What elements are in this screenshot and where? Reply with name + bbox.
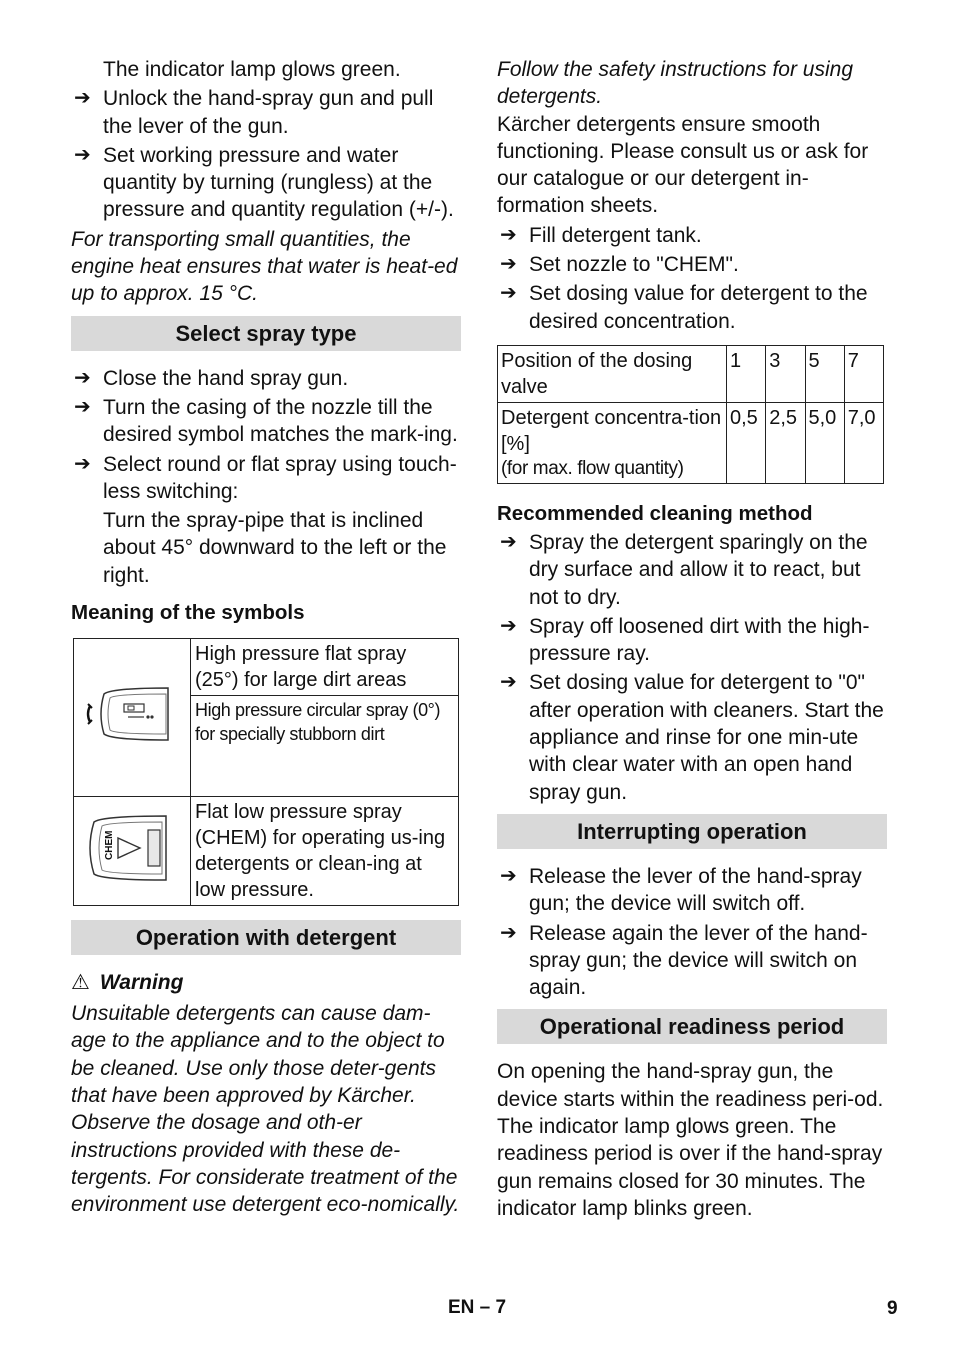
transport-note: For transporting small quantities, the engine heat ensures that water is heat-ed up to approx. 15 °C. bbox=[71, 227, 458, 306]
list-item: ➔ Set dosing value for detergent to "0" after operation with cleaners. Start the appliance and rinse for one min-ute with clear water with an open hand spray gun. bbox=[500, 671, 884, 804]
arrow-right-icon: ➔ bbox=[500, 223, 517, 246]
list-item: ➔ Set working pressure and water quantity by turning (rungless) at the pressure and quantity regulation (+/-). bbox=[74, 143, 454, 222]
list-item: ➔ Turn the casing of the nozzle till the desired symbol matches the mark-ing. bbox=[74, 395, 458, 447]
section-heading-interrupting: Interrupting operation bbox=[497, 814, 887, 849]
table-cell: 0,5 bbox=[727, 402, 766, 483]
nozzle-high-pressure-image bbox=[74, 639, 191, 797]
arrow-right-icon: ➔ bbox=[74, 395, 91, 418]
dosing-table bbox=[497, 345, 884, 484]
list-item: ➔ Select round or flat spray using touch-less switching: bbox=[74, 452, 457, 503]
right-column bbox=[497, 56, 887, 1222]
symbol-row-chem-spray: Flat low pressure spray (CHEM) for operating us-ing detergents or clean-ing at low pressure. bbox=[191, 797, 459, 906]
readiness-text: On opening the hand-spray gun, the device starts within the readiness peri-od. The indicator lamp glows green. The readiness period is over if the hand-spray gun remains closed for 30 minutes. The indicator lamp blinks green. bbox=[497, 1060, 884, 1220]
concentration-label: Detergent concentra-tion [%] (for max. flow quantity) bbox=[498, 402, 727, 483]
arrow-right-icon: ➔ bbox=[74, 87, 91, 110]
section-heading-spray-type: Select spray type bbox=[71, 316, 461, 351]
left-column bbox=[71, 56, 461, 1218]
arrow-right-icon: ➔ bbox=[500, 864, 517, 887]
page-number: 9 bbox=[887, 1298, 898, 1319]
arrow-right-icon: ➔ bbox=[74, 366, 91, 389]
list-item: ➔ Fill detergent tank. bbox=[497, 222, 887, 249]
nozzle-icon bbox=[82, 674, 182, 754]
arrow-right-icon: ➔ bbox=[500, 671, 517, 694]
chem-nozzle-icon bbox=[82, 808, 182, 888]
section-heading-detergent: Operation with detergent bbox=[71, 920, 461, 955]
arrow-right-icon: ➔ bbox=[74, 452, 91, 475]
list-item: ➔ Unlock the hand-spray gun and pull the lever of the gun. bbox=[74, 87, 434, 138]
spray-continuation: Turn the spray-pipe that is inclined about 45° downward to the left or the right. bbox=[103, 509, 447, 587]
arrow-right-icon: ➔ bbox=[500, 921, 517, 944]
arrow-right-icon: ➔ bbox=[500, 530, 517, 553]
symbol-row-flat-spray: High pressure flat spray (25°) for large dirt areas bbox=[191, 639, 459, 696]
table-cell: 7 bbox=[844, 345, 883, 402]
footer-section-label: EN – 7 bbox=[448, 1297, 507, 1318]
list-item: ➔ Close the hand spray gun. bbox=[71, 365, 461, 392]
table-cell: 7,0 bbox=[844, 402, 883, 483]
table-cell: 2,5 bbox=[766, 402, 805, 483]
symbols-heading: Meaning of the symbols bbox=[71, 601, 305, 625]
arrow-right-icon: ➔ bbox=[500, 282, 517, 305]
symbols-table bbox=[73, 638, 459, 906]
section-heading-readiness: Operational readiness period bbox=[497, 1009, 887, 1044]
cleaning-heading: Recommended cleaning method bbox=[497, 501, 813, 525]
table-cell: 3 bbox=[766, 345, 805, 402]
chem-label: CHEM bbox=[104, 830, 115, 860]
list-item: ➔ Release again the lever of the hand-spray gun; the device will switch on again. bbox=[500, 921, 868, 1000]
warning-heading: ⚠ Warning bbox=[71, 971, 184, 995]
intro-line: The indicator lamp glows green. bbox=[103, 58, 401, 81]
dosing-position-label: Position of the dosing valve bbox=[498, 345, 727, 402]
arrow-right-icon: ➔ bbox=[74, 143, 91, 166]
list-item: ➔ Spray off loosened dirt with the high-pressure ray. bbox=[500, 614, 870, 666]
list-item: ➔ Set nozzle to "CHEM". bbox=[497, 251, 887, 278]
arrow-right-icon: ➔ bbox=[500, 614, 517, 637]
table-cell: 5 bbox=[805, 345, 844, 402]
list-item: ➔ Set dosing value for detergent to the desired concentration. bbox=[500, 282, 868, 333]
list-item: ➔ Release the lever of the hand-spray gun; the device will switch off. bbox=[500, 864, 862, 916]
nozzle-chem-image bbox=[74, 797, 191, 906]
warning-text: Unsuitable detergents can cause dam-age to the appliance and to the object to be cleaned. Use only those deter-gents that have been approved by Kärcher. Observe the dosage and oth-er instructions provided with these de-tergents. For considerate treatment of the environment use detergent eco-nomically. bbox=[71, 1002, 460, 1217]
arrow-right-icon: ➔ bbox=[500, 253, 517, 276]
karcher-text: Kärcher detergents ensure smooth functioning. Please consult us or ask for our catalogue or our detergent in-formation sheets. bbox=[497, 112, 869, 218]
warning-triangle-icon: ⚠ bbox=[71, 971, 90, 995]
symbol-row-circular-spray: High pressure circular spray (0°) for specially stubborn dirt bbox=[191, 696, 459, 797]
table-cell: 1 bbox=[727, 345, 766, 402]
safety-note: Follow the safety instructions for using detergents. bbox=[497, 58, 853, 109]
table-cell: 5,0 bbox=[805, 402, 844, 483]
list-item: ➔ Spray the detergent sparingly on the dry surface and allow it to react, but not to dry. bbox=[500, 530, 868, 609]
